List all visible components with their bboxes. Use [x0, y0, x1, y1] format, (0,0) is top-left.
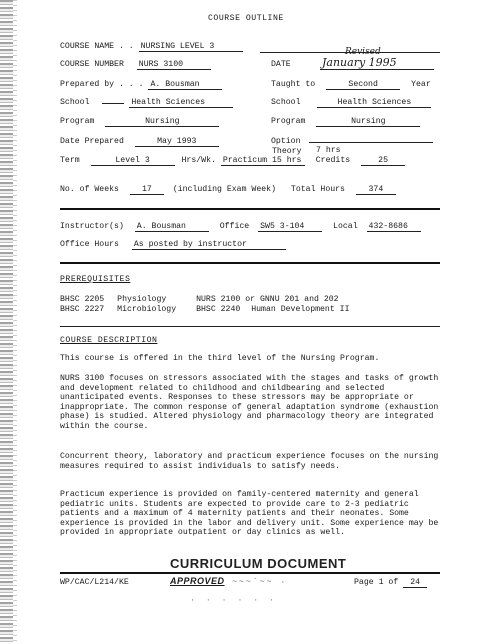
office-hours-row: [60, 240, 286, 250]
scan-edge-noise: [0, 0, 13, 644]
office-label: Office: [219, 222, 250, 231]
footer-divider: [60, 572, 440, 574]
prerequisites-heading: PREREQUISITES: [60, 275, 131, 284]
weeks-label: No. of Weeks: [60, 185, 119, 194]
program-label-right: Program: [271, 117, 306, 126]
taught-to-label: Taught to: [271, 80, 316, 89]
program-row-left: [60, 117, 219, 127]
curriculum-stamp: CURRICULUM DOCUMENT: [170, 556, 347, 571]
school-value-left: Health Sciences: [129, 98, 233, 108]
date-prepared-value: May 1993: [135, 137, 219, 147]
date-value: January 1995: [320, 56, 434, 70]
prereq-code: BHSC 2227: [60, 305, 105, 314]
date-prepared-row: [60, 137, 219, 147]
theory-label: Theory: [272, 147, 302, 156]
school-row-right: [271, 98, 431, 108]
date-revised-note: Revised: [345, 47, 381, 57]
approved-stamp: APPROVED: [170, 576, 225, 586]
total-hours-value: 374: [356, 185, 396, 195]
credits-label: Credits: [315, 156, 351, 165]
prereq-name: Physiology: [117, 295, 167, 304]
prereq-row: [60, 305, 350, 314]
page-total: 24: [403, 578, 427, 588]
divider-2: [60, 262, 440, 264]
course-name-value: NURSING LEVEL 3: [139, 42, 243, 52]
prepared-by-value: A. Bousman: [148, 80, 222, 90]
total-hours-label: Total Hours: [290, 185, 345, 194]
divider-1: [60, 208, 440, 210]
office-value: SW5 3-104: [258, 222, 322, 232]
taught-to-row: [271, 80, 431, 90]
description-paragraph: NURS 3100 focuses on stressors associated with the stages and tasks of growth and development related to childhood and childbearing and selected unanticipated events. Responses to these stressors may be appropriate or inappropriate. The common response of general adaptation syndrome (exhaustion phase) is studied. Altered physiology and pharmacology theory are integrated within the course.: [60, 374, 439, 431]
date-label: DATE: [271, 60, 291, 69]
term-row: [60, 156, 405, 166]
hrs-wk-label: Hrs/Wk.: [181, 156, 216, 165]
option-row: [271, 137, 433, 146]
divider-3: [60, 326, 440, 327]
weeks-row: [60, 185, 396, 195]
description-paragraph: This course is offered in the third level of the Nursing Program.: [60, 354, 380, 363]
instructor-value: A. Bousman: [135, 222, 209, 232]
program-row-right: [271, 117, 420, 127]
prereq-code: BHSC 2205: [60, 295, 105, 304]
date-row: [271, 60, 291, 69]
prereq-code-2: BHSC 2240: [196, 305, 241, 314]
term-value: Level 3: [91, 156, 175, 166]
prereq-name-2: Human Development II: [251, 305, 350, 314]
year-label: Year: [411, 80, 431, 89]
course-name-label: COURSE NAME: [60, 42, 115, 51]
school-row-left: [60, 98, 233, 108]
practicum-value: Practicum 15 hrs: [221, 156, 305, 166]
weeks-note: (including Exam Week): [172, 185, 276, 194]
signature-scribble: ~~~`~~ ·: [232, 578, 288, 587]
course-name-row: COURSE NAME . . NURSING LEVEL 3: [60, 42, 243, 52]
office-hours-value: As posted by instructor: [132, 240, 286, 250]
instructor-label: Instructor(s): [60, 222, 124, 231]
course-number-row: [60, 60, 211, 70]
prereq-code-2: NURS 2100 or GNNU 201 and 202: [196, 295, 339, 304]
prereq-row: [60, 295, 339, 304]
prereq-name: Microbiology: [117, 305, 177, 314]
program-label-left: Program: [60, 117, 95, 126]
program-value-right: Nursing: [316, 117, 420, 127]
scan-noise-footer: · · · · · ·: [190, 596, 278, 605]
school-label-right: School: [271, 98, 301, 107]
scan-edge-noise-inner: [13, 0, 17, 644]
prepared-by-label: Prepared by: [60, 80, 115, 89]
page-number: [354, 578, 427, 588]
prepared-by-row: Prepared by . . . A. Bousman: [60, 80, 222, 90]
instructor-row: [60, 222, 421, 232]
course-number-label: COURSE NUMBER: [60, 60, 124, 69]
program-value-left: Nursing: [105, 117, 219, 127]
course-number-value: NURS 3100: [137, 60, 211, 70]
theory-hours: 7 hrs: [316, 146, 341, 155]
page-label: Page 1 of: [354, 578, 399, 587]
school-value-right: Health Sciences: [317, 98, 431, 108]
local-label: Local: [333, 222, 358, 231]
footer-code: WP/CAC/L214/KE: [60, 578, 129, 587]
description-paragraph: Concurrent theory, laboratory and practicum experience focuses on the nursing measures required to assist individuals to satisfy needs.: [60, 452, 439, 471]
description-heading: COURSE DESCRIPTION: [60, 336, 158, 345]
local-value: 432-8686: [367, 222, 421, 232]
option-label: Option: [271, 137, 301, 146]
description-paragraph: Practicum experience is provided on family-centered maternity and general pediatric units. Students are expected to provide care to 2-3 pediatric patients and a maximum of 4 maternity patients and their neonates. Some experience is provided in the labor and delivery unit. Some experience may be provided in appropriate outpatient or day clinics as well.: [60, 490, 439, 538]
term-label: Term: [60, 156, 80, 165]
taught-to-value: Second: [326, 80, 400, 90]
document-title: COURSE OUTLINE: [208, 14, 284, 23]
credits-value: 25: [361, 156, 405, 166]
school-label-left: School: [60, 98, 90, 107]
date-prepared-label: Date Prepared: [60, 137, 124, 146]
weeks-value: 17: [130, 185, 164, 195]
office-hours-label: Office Hours: [60, 240, 119, 249]
